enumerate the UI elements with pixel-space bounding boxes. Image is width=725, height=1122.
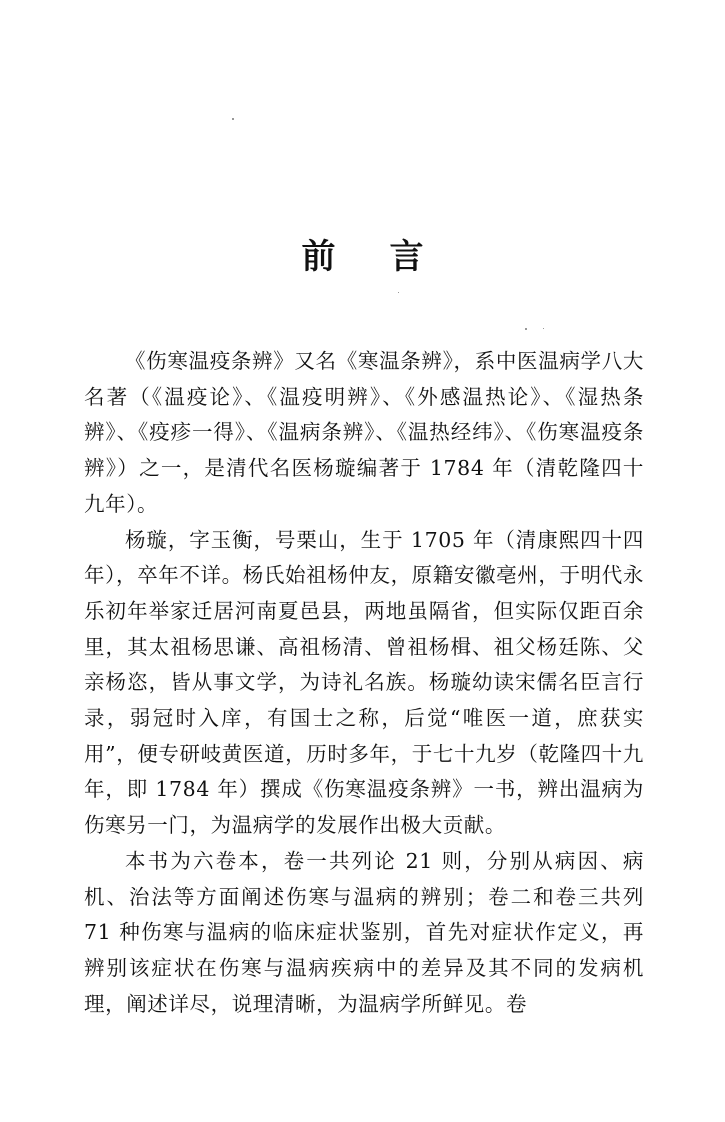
page-title-char: 前 — [301, 237, 336, 277]
page-title — [0, 232, 725, 282]
scan-speck — [525, 328, 527, 330]
paragraph: 杨璇，字玉衡，号栗山，生于 1705 年（清康熙四十四年），卒年不详。杨氏始祖杨仲友，原籍安徽亳州，于明代永乐初年举家迁居河南夏邑县，两地虽隔省，但实际仅距百余里，其太祖杨思谦、高祖杨清、曾祖杨楫、祖父杨廷陈、父亲杨恣，皆从事文学，为诗礼名族。杨璇幼读宋儒名臣言行录，弱冠时入庠，有国士之称，后觉“唯医一道，庶获实用”，便专研岐黄医道，历时多年，于七十九岁（乾隆四十九年，即 1784 年）撰成《伤寒温疫条辨》一书，辨出温病为伤寒另一门，为温病学的发展作出极大贡献。 — [84, 527, 644, 838]
preface-body — [84, 344, 644, 1022]
paragraph: 《伤寒温疫条辨》又名《寒温条辨》，系中医温病学八大名著（《温疫论》、《温疫明辨》、《外感温热论》、《湿热条辨》、《疫疹一得》、《温病条辨》、《温热经纬》、《伤寒温疫条辨》）之一，是清代名医杨璇编著于 1784 年（清乾隆四十九年）。 — [84, 349, 644, 516]
scan-speck — [398, 292, 399, 293]
scan-speck — [543, 328, 544, 329]
page-title-char: 言 — [389, 237, 424, 277]
paragraph: 本书为六卷本，卷一共列论 21 则，分别从病因、病机、治法等方面阐述伤寒与温病的辨别；卷二和卷三共列 71 种伤寒与温病的临床症状鉴别，首先对症状作定义，再辨别该症状在伤寒与温病疾病中的差异及其不同的发病机理，阐述详尽，说理清晰，为温病学所鲜见。卷 — [84, 848, 644, 1016]
scan-speck — [232, 118, 234, 120]
